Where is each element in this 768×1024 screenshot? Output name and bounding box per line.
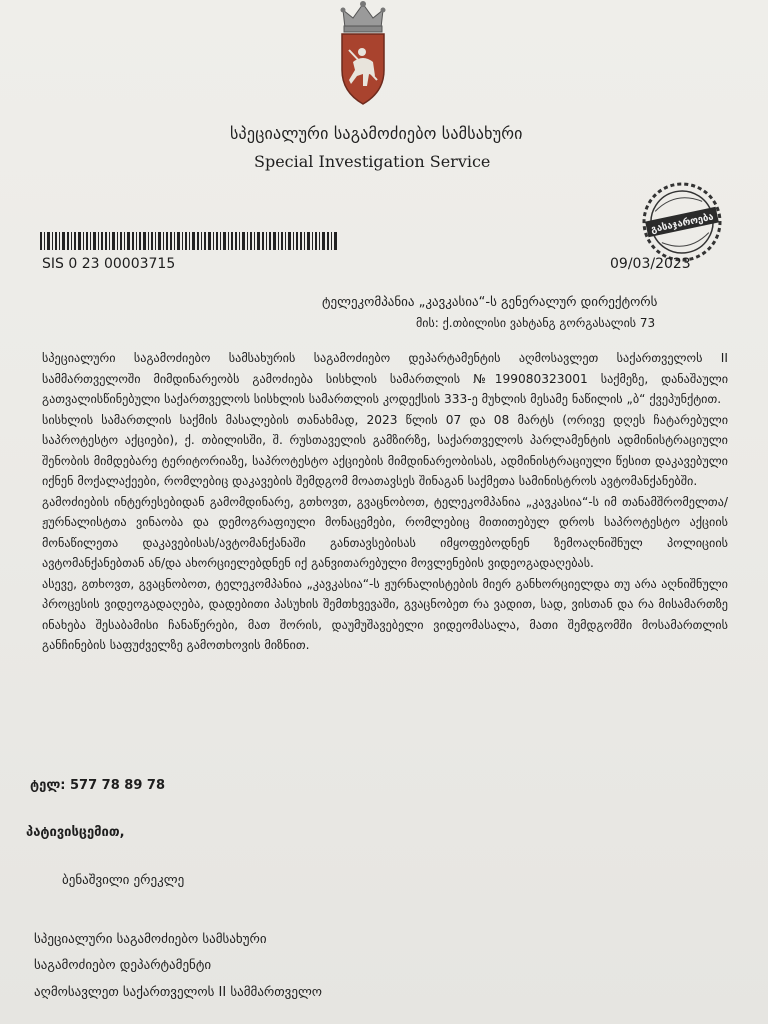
barcode	[40, 232, 340, 250]
body-paragraph-3: გამოძიების ინტერესებიდან გამომდინარე, გთხოვთ, გვაცნობოთ, ტელეკომპანია „კავკასია“-ს იმ თანამშრომელთა/ჟურნალისტთა ვინაობა და დემოგრაფიული მონაცემები, რომლებიც მითითებულ დროს საპროტესტო აქციის მონაწილეთა დაკავებისას/ავტომანქანაში განთავსებისას იმყოფებოდნენ ზემოაღნიშნულ პოლიციის ავტომანქანებთან ან/და ახორციელებდნენ იქ განვითარებული მოვლენების ვიდეოგადაღებას.	[42, 494, 728, 570]
footer-division: აღმოსავლეთ საქართველოს II სამმართველო	[34, 985, 322, 1000]
body-paragraph-1: სპეციალური საგამოძიებო სამსახურის საგამოძიებო დეპარტამენტის აღმოსავლეთ საქართველოს II სამმართველოში მიმდინარეობს გამოძიება სისხლის სამართლის №199080323001 საქმეზე, დანაშაული გათვალისწინებული საქართველოს სისხლის სამართლის კოდექსის 333-ე მუხლის მესამე ნაწილის „ბ“ ქვეპუნქტით.	[42, 351, 728, 406]
addressee-title: ტელეკომპანია „კავკასია“-ს გენერალურ დირექტორს	[322, 295, 658, 310]
body-paragraph-2: სისხლის სამართლის საქმის მასალების თანახმად, 2023 წლის 07 და 08 მარტს (ორივე დღეს ჩატარებული საპროტესტო აქციები), ქ. თბილისში, შ. რუსთაველის გამზირზე, საქართველოს პარლამენტის ადმინისტრაციული შენობის მიმდებარე ტერიტორიაზე, საპროტესტო აქციების მიმდინარეობისას, ადმინისტრაციული წესით დაკავებული იქნენ მოქალაქეები, რომლებიც დაკავების შემდგომ მოათავსეს შინაგან საქმეთა სამინისტროს ავტომანქანებში.	[42, 412, 728, 488]
footer-department: საგამოძიებო დეპარტამენტი	[34, 958, 212, 973]
organization-name-english: Special Investigation Service	[254, 152, 491, 171]
footer-organization: სპეციალური საგამოძიებო სამსახური	[34, 932, 267, 947]
stamp-label: გასაჯაროება	[650, 211, 715, 236]
contact-phone: ტელ: 577 78 89 78	[30, 778, 165, 793]
letter-date: 09/03/2023	[610, 256, 691, 272]
addressee-address: მის: ქ.თბილისი ვახტანგ გორგასალის 73	[416, 316, 656, 330]
closing-regards: პატივისცემით,	[26, 825, 125, 840]
organization-name-georgian: სპეციალური საგამოძიებო სამსახური	[230, 124, 523, 143]
body-paragraph-4: ასევე, გთხოვთ, გვაცნობოთ, ტელეკომპანია „კავკასია“-ს ჟურნალისტების მიერ განხორციელდა თუ არა აღნიშნული პროცესის ვიდეოგადაღება, დადებითი პასუხის შემთხვევაში, გვაცნობეთ რა ვადით, სად, ვისთან და რა მისამართზე ინახება შესაბამისი ჩანაწერები, მათ შორის, დაუმუშავებელი ვიდეომასალა, მათი შემდგომში მოსამართლის განჩინების საფუძველზე გამოთხოვის მიზნით.	[42, 576, 728, 652]
signer-name: ბენაშვილი ერეკლე	[62, 873, 185, 888]
registration-number: SIS 0 23 00003715	[42, 256, 176, 272]
round-stamp-icon	[640, 180, 724, 264]
letter-body	[42, 348, 728, 656]
georgia-coat-of-arms-icon	[333, 0, 393, 112]
